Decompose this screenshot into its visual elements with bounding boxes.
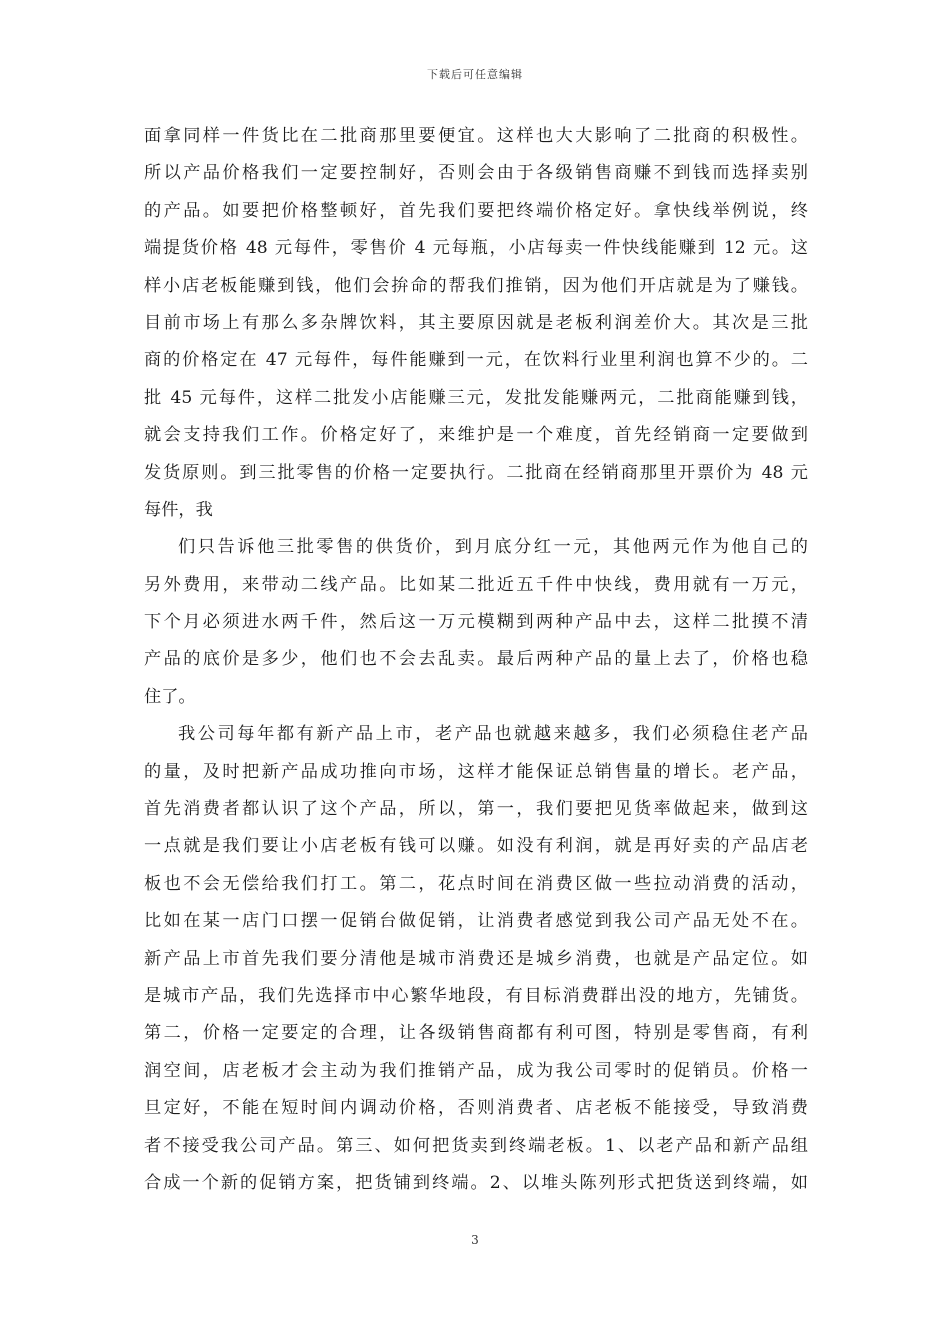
page-number: 3	[471, 1233, 479, 1247]
page-header: 下载后可任意编辑	[427, 68, 523, 81]
text-line: 商的价格定在 47 元每件，每件能赚到一元，在饮料行业里利润也算不少的。二	[144, 350, 808, 371]
text-line: 端提货价格 48 元每件，零售价 4 元每瓶，小店每卖一件快线能赚到 12 元。这	[144, 238, 808, 259]
text-line: 合成一个新的促销方案，把货铺到终端。2、以堆头陈列形式把货送到终端，如	[144, 1172, 808, 1193]
text-line: 产品的底价是多少，他们也不会去乱卖。最后两种产品的量上去了，价格也稳	[144, 649, 808, 670]
text-line: 我公司每年都有新产品上市，老产品也就越来越多，我们必须稳住老产品	[178, 724, 808, 745]
text-line: 的产品。如要把价格整顿好，首先我们要把终端价格定好。拿快线举例说，终	[144, 200, 808, 221]
text-line: 是城市产品，我们先选择市中心繁华地段，有目标消费群出没的地方，先铺货。	[144, 985, 808, 1006]
text-line: 板也不会无偿给我们打工。第二，花点时间在消费区做一些拉动消费的活动，	[144, 873, 808, 894]
paragraph	[144, 118, 808, 529]
text-line: 住了。	[144, 686, 196, 707]
text-line: 就会支持我们工作。价格定好了，来维护是一个难度，首先经销商一定要做到	[144, 425, 808, 446]
text-line: 的量，及时把新产品成功推向市场，这样才能保证总销售量的增长。老产品，	[144, 761, 808, 782]
text-line: 新产品上市首先我们要分清他是城市消费还是城乡消费，也就是产品定位。如	[144, 948, 808, 969]
text-line: 发货原则。到三批零售的价格一定要执行。二批商在经销商那里开票价为 48 元	[144, 462, 808, 483]
text-line: 旦定好，不能在短时间内调动价格，否则消费者、店老板不能接受，导致消费	[144, 1098, 808, 1119]
paragraph	[144, 529, 808, 716]
text-line: 润空间，店老板才会主动为我们推销产品，成为我公司零时的促销员。价格一	[144, 1060, 808, 1081]
text-line: 下个月必须进水两千件，然后这一万元模糊到两种产品中去，这样二批摸不清	[144, 612, 808, 633]
document-body	[144, 118, 808, 1202]
text-line: 目前市场上有那么多杂牌饮料，其主要原因就是老板利润差价大。其次是三批	[144, 312, 808, 333]
text-line: 样小店老板能赚到钱，他们会拚命的帮我们推销，因为他们开店就是为了赚钱。	[144, 275, 808, 296]
text-line: 第二，价格一定要定的合理，让各级销售商都有利可图，特别是零售商，有利	[144, 1023, 808, 1044]
text-line: 另外费用，来带动二线产品。比如某二批近五千件中快线，费用就有一万元，	[144, 574, 808, 595]
text-line: 每件，我	[144, 499, 213, 520]
text-line: 一点就是我们要让小店老板有钱可以赚。如没有利润，就是再好卖的产品店老	[144, 836, 808, 857]
paragraph	[144, 716, 808, 1202]
text-line: 比如在某一店门口摆一促销台做促销，让消费者感觉到我公司产品无处不在。	[144, 911, 808, 932]
text-line: 们只告诉他三批零售的供货价，到月底分红一元，其他两元作为他自己的	[178, 537, 808, 558]
text-line: 者不接受我公司产品。第三、如何把货卖到终端老板。1、以老产品和新产品组	[144, 1135, 808, 1156]
text-line: 首先消费者都认识了这个产品，所以，第一，我们要把见货率做起来，做到这	[144, 799, 808, 820]
text-line: 面拿同样一件货比在二批商那里要便宜。这样也大大影响了二批商的积极性。	[144, 126, 808, 146]
text-line: 批 45 元每件，这样二批发小店能赚三元，发批发能赚两元，二批商能赚到钱，	[144, 387, 808, 408]
text-line: 所以产品价格我们一定要控制好，否则会由于各级销售商赚不到钱而选择卖别	[144, 163, 808, 184]
